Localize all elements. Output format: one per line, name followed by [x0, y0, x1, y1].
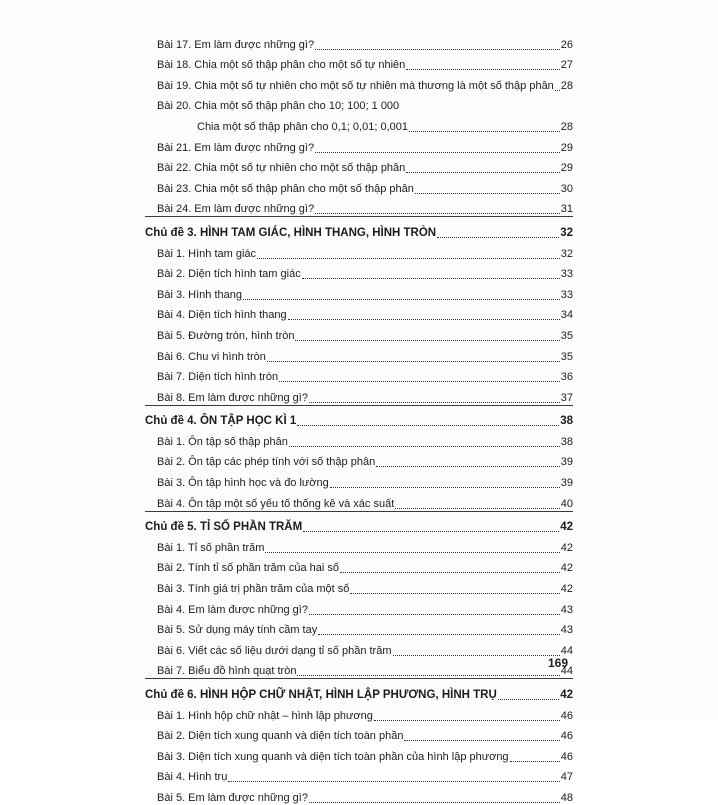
dot-leader [257, 258, 560, 259]
lesson-entry [145, 534, 573, 555]
lesson-entry-page-number: 27 [560, 59, 573, 72]
dot-leader [350, 593, 559, 594]
lesson-entry [145, 575, 573, 596]
table-of-contents [145, 31, 573, 805]
lesson-entry-title: Bài 3. Ôn tập hình học và đo lường [157, 477, 329, 490]
lesson-entry-page-number: 44 [560, 665, 573, 678]
lesson-entry-page-number: 42 [560, 541, 573, 554]
chapter-heading-page-number: 42 [560, 689, 573, 701]
lesson-entry-page-number: 46 [560, 730, 573, 743]
lesson-entry [145, 155, 573, 176]
dot-leader [374, 720, 560, 721]
lesson-entry-page-number: 42 [560, 562, 573, 575]
lesson-entry-title: Bài 5. Em làm được những gì? [157, 791, 308, 804]
lesson-entry-title: Bài 23. Chia một số thập phân cho một số thập phân [157, 182, 414, 195]
dot-leader [395, 508, 560, 509]
lesson-entry-title: Bài 6. Viết các số liệu dưới dạng tỉ số phần trăm [157, 644, 392, 657]
lesson-entry [145, 596, 573, 617]
lesson-entry-title: Bài 7. Biểu đồ hình quạt tròn [157, 665, 297, 678]
lesson-entry-page-number: 44 [560, 644, 573, 657]
chapter-heading-title: Chủ đề 5. TỈ SỐ PHẦN TRĂM [145, 521, 303, 534]
dot-leader [437, 237, 559, 238]
lesson-entry-title: Bài 4. Em làm được những gì? [157, 603, 308, 616]
lesson-entry [145, 72, 573, 93]
lesson-entry [145, 428, 573, 449]
dot-leader [404, 740, 559, 741]
dot-leader [309, 402, 560, 403]
chapter-heading-page-number: 32 [560, 226, 573, 239]
dot-leader [330, 487, 560, 488]
page-number: 169 [548, 656, 569, 670]
lesson-entry-title: Bài 22. Chia một số tự nhiên cho một số thập phân [157, 162, 406, 175]
lesson-entry [145, 343, 573, 364]
lesson-entry-title: Bài 3. Hình thang [157, 288, 243, 301]
lesson-entry-title: Bài 4. Hình trụ [157, 771, 228, 784]
lesson-entry-title: Bài 5. Đường tròn, hình tròn [157, 329, 295, 342]
lesson-entry-page-number: 47 [560, 771, 573, 784]
lesson-entry [145, 555, 573, 576]
lesson-entry [145, 134, 573, 155]
lesson-entry-page-number: 35 [560, 329, 573, 342]
dot-leader [555, 90, 560, 91]
lesson-entry-title: Bài 1. Tỉ số phần trăm [157, 541, 265, 554]
lesson-entry [145, 702, 573, 723]
lesson-entry-page-number: 26 [560, 38, 573, 51]
lesson-entry-title: Bài 4. Diện tích hình thang [157, 309, 287, 322]
dot-leader [318, 634, 560, 635]
lesson-entry-page-number: 31 [560, 203, 573, 216]
lesson-entry-page-number: 30 [560, 182, 573, 195]
dot-leader [288, 319, 560, 320]
dot-leader [279, 381, 560, 382]
lesson-entry-title: Bài 3. Tính giá trị phần trăm của một số [157, 583, 350, 596]
lesson-entry-title: Bài 5. Sử dụng máy tính cầm tay [157, 624, 318, 637]
dot-leader [498, 699, 559, 700]
lesson-entry-title: Bài 2. Tính tỉ số phần trăm của hai số [157, 562, 340, 575]
lesson-entry-page-number: 32 [560, 247, 573, 260]
lesson-entry [145, 469, 573, 490]
lesson-entry-title: Chia một số thập phân cho 0,1; 0,01; 0,001 [197, 120, 408, 133]
lesson-entry [145, 658, 573, 679]
lesson-entry-page-number: 37 [560, 391, 573, 404]
lesson-entry-page-number: 46 [560, 750, 573, 763]
lesson-entry-title: Bài 2. Diện tích xung quanh và diện tích toàn phần [157, 730, 404, 743]
lesson-entry [145, 322, 573, 343]
lesson-entry-title: Bài 1. Ôn tập số thập phân [157, 435, 288, 448]
dot-leader [340, 572, 560, 573]
lesson-entry [145, 196, 573, 217]
dot-leader [228, 781, 559, 782]
lesson-entry [145, 31, 573, 52]
lesson-entry [145, 743, 573, 764]
chapter-heading-title: Chủ đề 6. HÌNH HỘP CHỮ NHẬT, HÌNH LẬP PHƯƠNG, HÌNH TRỤ [145, 689, 497, 701]
lesson-entry [145, 449, 573, 470]
chapter-heading-page-number: 42 [560, 521, 573, 534]
chapter-heading [145, 511, 573, 535]
lesson-entry-page-number: 33 [560, 288, 573, 301]
dot-leader [315, 152, 560, 153]
dot-leader [265, 552, 559, 553]
chapter-heading [145, 678, 573, 702]
dot-leader [297, 675, 559, 676]
lesson-entry-title: Bài 1. Hình tam giác [157, 247, 257, 260]
lesson-entry-title: Bài 3. Diện tích xung quanh và diện tích toàn phần của hình lập phương [157, 750, 509, 763]
chapter-heading-page-number: 38 [560, 415, 573, 428]
lesson-entry-title: Bài 4. Ôn tập một số yếu tố thống kê và xác suất [157, 497, 395, 510]
lesson-entry-page-number: 29 [560, 162, 573, 175]
lesson-entry [145, 302, 573, 323]
lesson-entry-page-number: 28 [560, 79, 573, 92]
lesson-entry [145, 723, 573, 744]
lesson-entry-title: Bài 20. Chia một số thập phân cho 10; 100; 1 000 [157, 100, 400, 113]
lesson-entry [145, 113, 573, 134]
lesson-entry [145, 52, 573, 73]
lesson-entry-title: Bài 24. Em làm được những gì? [157, 203, 315, 216]
dot-leader [267, 361, 560, 362]
dot-leader [302, 278, 560, 279]
chapter-heading-title: Chủ đề 4. ÔN TẬP HỌC KÌ 1 [145, 415, 297, 428]
lesson-entry-page-number: 46 [560, 709, 573, 722]
lesson-entry [145, 490, 573, 511]
dot-leader [376, 466, 560, 467]
lesson-entry-title: Bài 19. Chia một số tự nhiên cho một số tự nhiên mà thương là một số thập phân [157, 79, 554, 92]
lesson-entry [145, 93, 573, 114]
dot-leader [303, 531, 559, 532]
dot-leader [393, 655, 560, 656]
lesson-entry-page-number: 34 [560, 309, 573, 322]
lesson-entry-title: Bài 1. Hình hộp chữ nhật – hình lập phương [157, 709, 373, 722]
dot-leader [409, 131, 560, 132]
dot-leader [289, 446, 560, 447]
dot-leader [406, 69, 559, 70]
dot-leader [315, 213, 560, 214]
lesson-entry [145, 637, 573, 658]
lesson-entry [145, 784, 573, 805]
lesson-entry-title: Bài 17. Em làm được những gì? [157, 38, 315, 51]
dot-leader [309, 802, 560, 803]
lesson-entry-title: Bài 21. Em làm được những gì? [157, 141, 315, 154]
lesson-entry [145, 364, 573, 385]
lesson-entry [145, 175, 573, 196]
lesson-entry-title: Bài 2. Ôn tập các phép tính với số thập phân [157, 456, 376, 469]
lesson-entry-title: Bài 6. Chu vi hình tròn [157, 350, 266, 363]
lesson-entry [145, 281, 573, 302]
lesson-entry-title: Bài 8. Em làm được những gì? [157, 391, 308, 404]
chapter-heading [145, 216, 573, 240]
lesson-entry-page-number: 33 [560, 268, 573, 281]
lesson-entry [145, 240, 573, 261]
dot-leader [243, 299, 560, 300]
chapter-heading [145, 405, 573, 429]
lesson-entry-page-number: 48 [560, 791, 573, 804]
dot-leader [315, 49, 560, 50]
lesson-entry-page-number: 38 [560, 435, 573, 448]
dot-leader [295, 340, 559, 341]
dot-leader [309, 614, 560, 615]
lesson-entry-title: Bài 2. Diện tích hình tam giác [157, 268, 301, 281]
lesson-entry [145, 261, 573, 282]
dot-leader [406, 172, 559, 173]
lesson-entry-page-number: 39 [560, 477, 573, 490]
lesson-entry-title: Bài 7. Diện tích hình tròn [157, 371, 279, 384]
lesson-entry-page-number: 29 [560, 141, 573, 154]
lesson-entry-page-number: 35 [560, 350, 573, 363]
lesson-entry-page-number: 40 [560, 497, 573, 510]
lesson-entry [145, 384, 573, 405]
lesson-entry-page-number: 39 [560, 456, 573, 469]
dot-leader [297, 425, 559, 426]
lesson-entry [145, 617, 573, 638]
lesson-entry-page-number: 36 [560, 371, 573, 384]
lesson-entry-page-number: 43 [560, 603, 573, 616]
chapter-heading-title: Chủ đề 3. HÌNH TAM GIÁC, HÌNH THANG, HÌNH TRÒN [145, 226, 437, 239]
lesson-entry [145, 764, 573, 785]
lesson-entry-title: Bài 18. Chia một số thập phân cho một số tự nhiên [157, 59, 406, 72]
dot-leader [415, 193, 560, 194]
lesson-entry-page-number: 28 [560, 120, 573, 133]
lesson-entry-page-number: 43 [560, 624, 573, 637]
dot-leader [510, 761, 560, 762]
lesson-entry-page-number: 42 [560, 583, 573, 596]
